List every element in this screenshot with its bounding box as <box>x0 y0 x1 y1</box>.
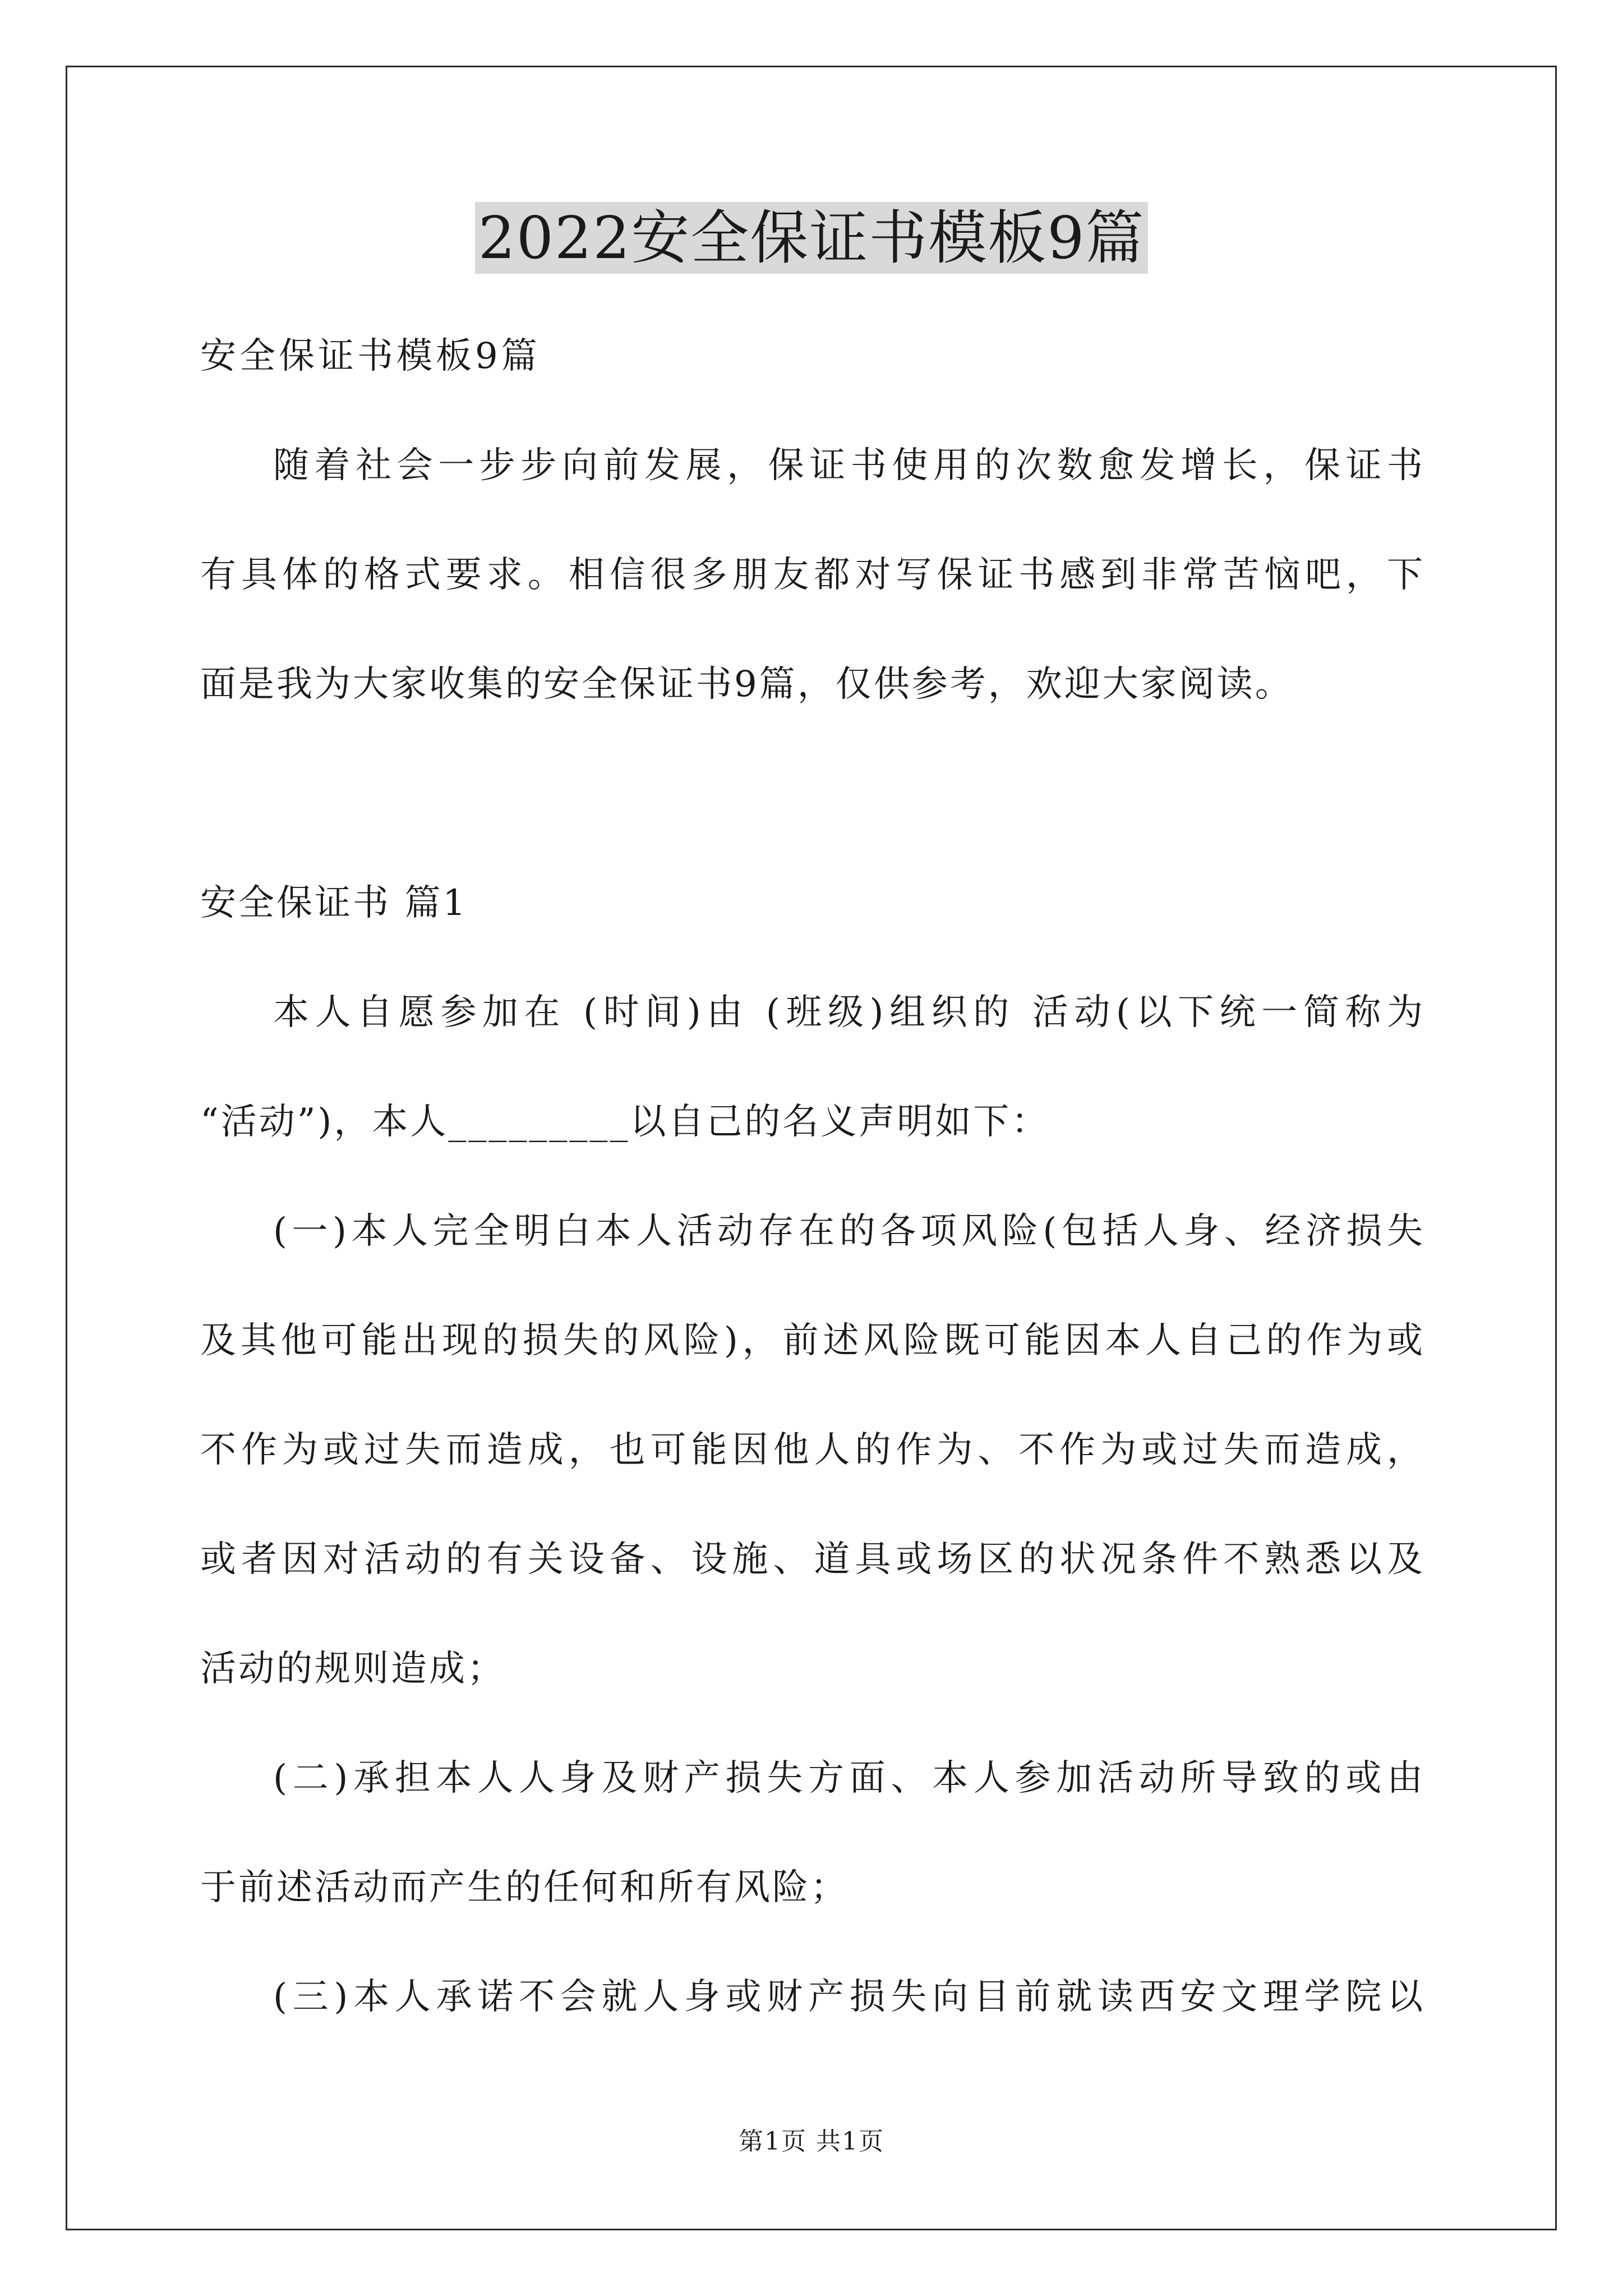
title-block <box>0 202 1623 274</box>
body-line-8: (二)承担本人人身及财产损失方面、本人参加活动所导致的或由 <box>273 1757 1423 1799</box>
body-line-6: 或者因对活动的有关设备、设施、道具或场区的状况条件不熟悉以及 <box>200 1539 1423 1580</box>
intro-line-3: 面是我为大家收集的安全保证书9篇，仅供参考，欢迎大家阅读。 <box>200 664 1293 705</box>
body-line-3: (一)本人完全明白本人活动存在的各项风险(包括人身、经济损失 <box>273 1211 1423 1252</box>
body-line-9: 于前述活动而产生的任何和所有风险； <box>200 1867 849 1908</box>
document-subtitle: 安全保证书模板9篇 <box>200 335 541 377</box>
intro-line-1: 随着社会一步步向前发展，保证书使用的次数愈发增长，保证书 <box>273 445 1423 486</box>
section-heading: 安全保证书 篇1 <box>200 882 468 924</box>
page-number: 第1页 共1页 <box>739 2127 884 2156</box>
body-line-5: 不作为或过失而造成，也可能因他人的作为、不作为或过失而造成， <box>200 1429 1423 1471</box>
body-line-2: “活动”)，本人_________以自己的名义声明如下： <box>200 1101 1050 1143</box>
document-title: 2022安全保证书模板9篇 <box>475 202 1149 274</box>
body-line-1: 本人自愿参加在 (时间)由 (班级)组织的 活动(以下统一简称为 <box>273 992 1423 1033</box>
body-line-10: (三)本人承诺不会就人身或财产损失向目前就读西安文理学院以 <box>273 1976 1423 2018</box>
body-line-7: 活动的规则造成； <box>200 1648 505 1690</box>
body-line-4: 及其他可能出现的损失的风险)，前述风险既可能因本人自己的作为或 <box>200 1320 1423 1361</box>
intro-line-2: 有具体的格式要求。相信很多朋友都对写保证书感到非常苦恼吧，下 <box>200 554 1423 596</box>
